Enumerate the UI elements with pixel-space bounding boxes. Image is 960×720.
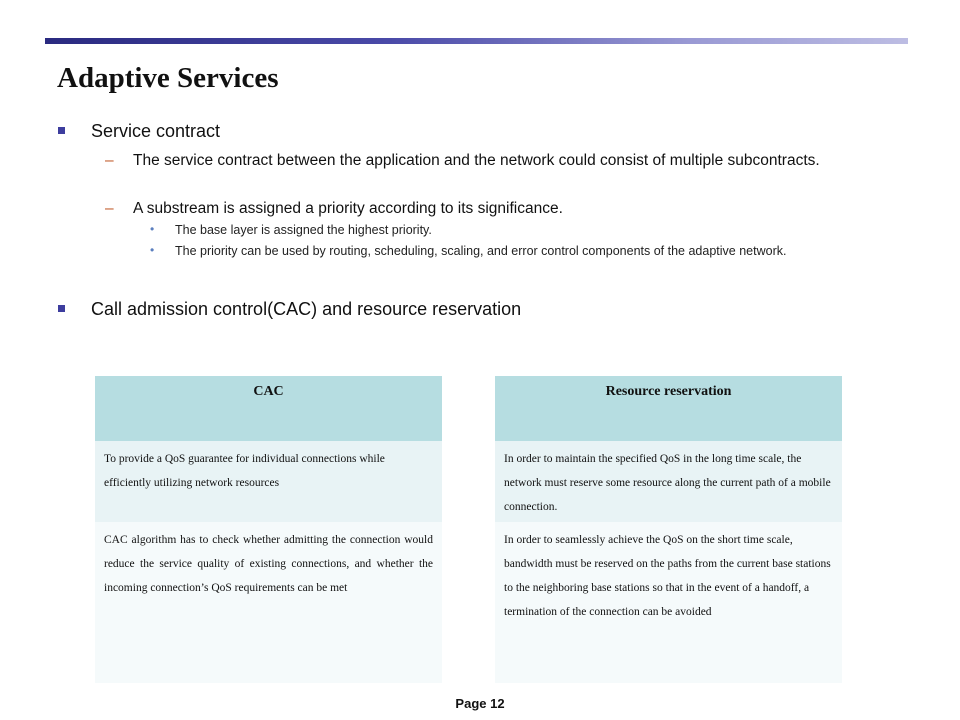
square-bullet-icon — [58, 127, 65, 134]
dot-bullet-icon: • — [150, 243, 155, 257]
sub-bullet-text: The service contract between the application and the network could consist of multiple subcontracts. — [133, 152, 820, 169]
bullet-text: Call admission control(CAC) and resource reservation — [91, 299, 522, 319]
resource-table-row-short-scale: In order to seamlessly achieve the QoS on the short time scale, bandwidth must be reserved on the paths from the current base stations to the neighboring base stations so that in the event of a handoff, a termination of the connection can be avoided — [495, 522, 842, 683]
cac-table-row-algorithm: CAC algorithm has to check whether admitting the connection would reduce the service quality of existing connections, and whether the incoming connection’s QoS requirements can be met — [95, 522, 442, 683]
cac-table — [95, 376, 442, 683]
resource-table-row-long-scale: In order to maintain the specified QoS in the long time scale, the network must reserve some resource along the current path of a mobile connection. — [495, 441, 842, 522]
square-bullet-icon — [58, 305, 65, 312]
detail-bullet-text: The priority can be used by routing, scheduling, scaling, and error control components of the adaptive network. — [175, 244, 787, 258]
dot-bullet-icon: • — [150, 222, 155, 236]
sub-bullet-text: A substream is assigned a priority according to its significance. — [133, 200, 563, 217]
slide-title: Adaptive Services — [57, 62, 279, 94]
dash-bullet-icon: – — [105, 200, 114, 217]
cac-table-header: CAC — [95, 376, 442, 441]
top-accent-rule — [45, 38, 908, 44]
bullet-text: Service contract — [91, 121, 221, 141]
resource-reservation-table — [495, 376, 842, 683]
cac-table-row-goal: To provide a QoS guarantee for individual connections while efficiently utilizing network resources — [95, 441, 442, 522]
resource-table-header: Resource reservation — [495, 376, 842, 441]
dash-bullet-icon: – — [105, 152, 114, 169]
detail-bullet-text: The base layer is assigned the highest priority. — [175, 223, 432, 237]
page-number: Page 12 — [455, 696, 505, 711]
